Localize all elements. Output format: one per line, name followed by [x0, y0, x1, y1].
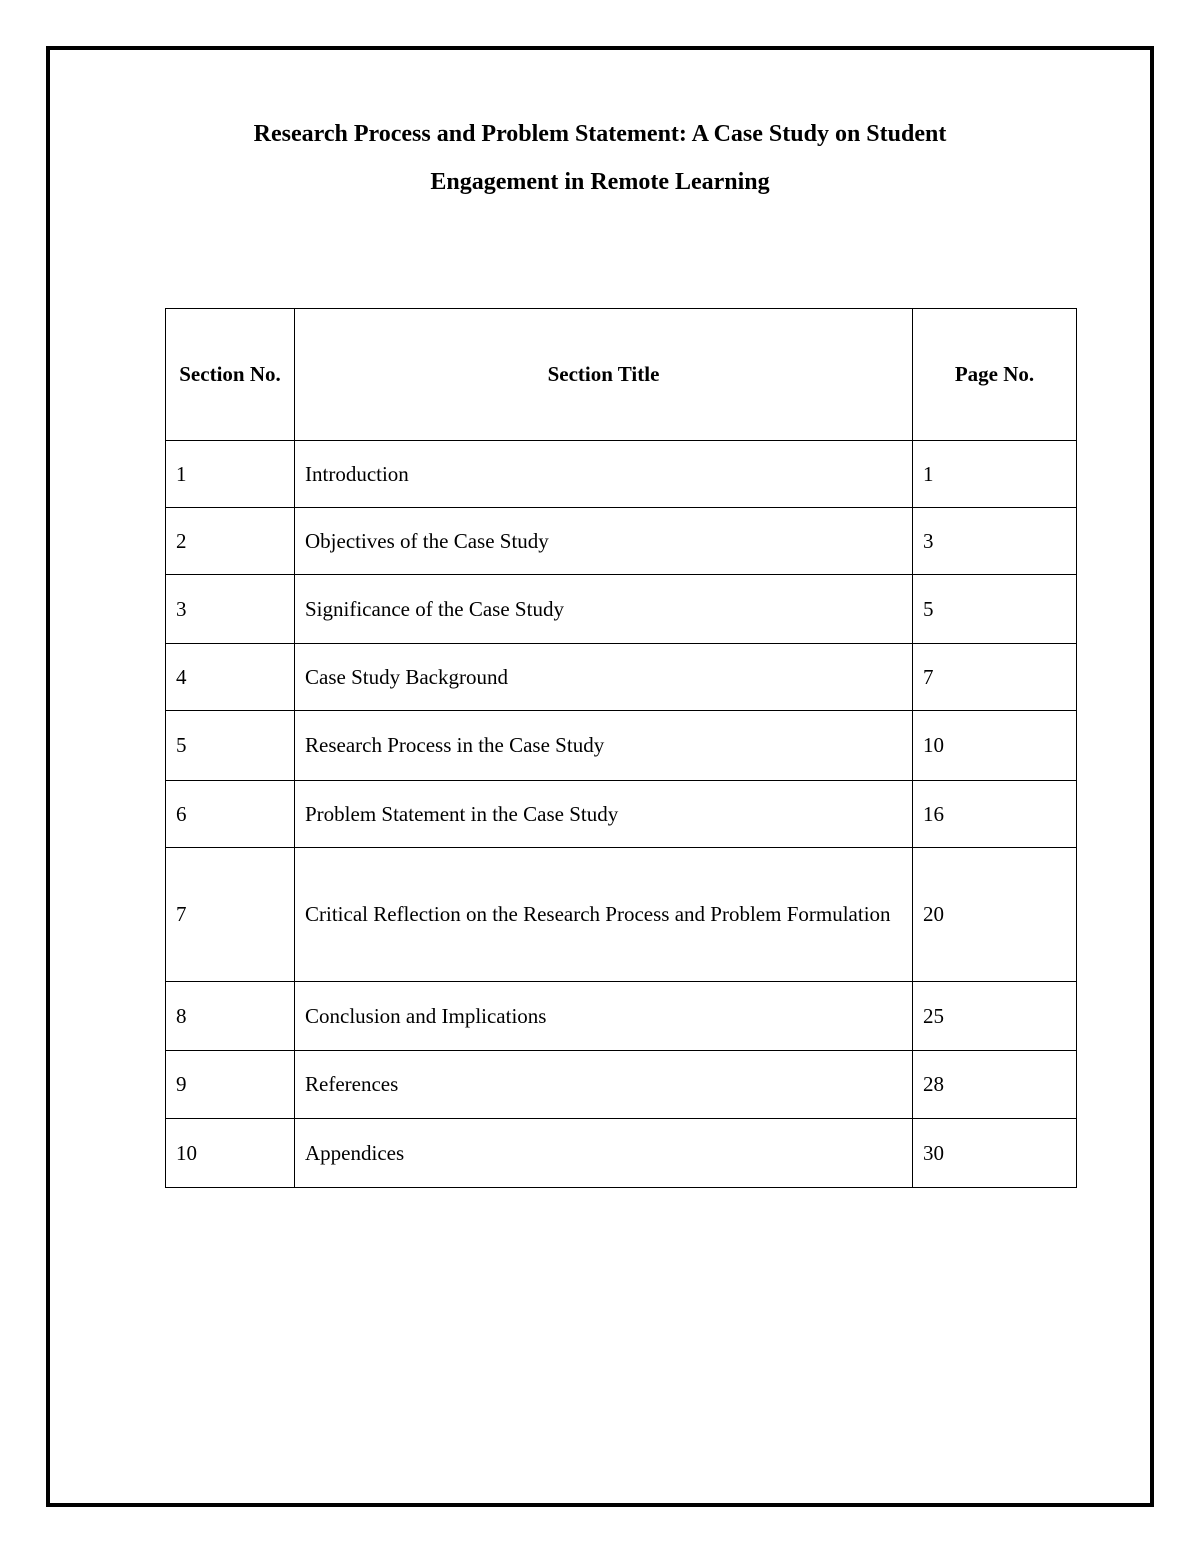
table-row — [166, 982, 1077, 1051]
section-number: 7 — [166, 848, 295, 982]
section-title: Problem Statement in the Case Study — [295, 781, 913, 848]
table-row — [166, 711, 1077, 781]
page-number: 10 — [913, 711, 1077, 781]
document-title-line-2: Engagement in Remote Learning — [430, 169, 770, 195]
page-number: 30 — [913, 1119, 1077, 1188]
section-number: 6 — [166, 781, 295, 848]
page-number: 3 — [913, 508, 1077, 575]
header-page-no: Page No. — [913, 309, 1077, 441]
table-row — [166, 1119, 1077, 1188]
section-title: Appendices — [295, 1119, 913, 1188]
table-row — [166, 441, 1077, 508]
table-row — [166, 1051, 1077, 1119]
table-row — [166, 575, 1077, 644]
section-number: 1 — [166, 441, 295, 508]
table-row — [166, 781, 1077, 848]
section-number: 10 — [166, 1119, 295, 1188]
page-number: 25 — [913, 982, 1077, 1051]
section-title: Objectives of the Case Study — [295, 508, 913, 575]
page-number: 1 — [913, 441, 1077, 508]
section-number: 8 — [166, 982, 295, 1051]
section-number: 5 — [166, 711, 295, 781]
header-section-title: Section Title — [295, 309, 913, 441]
page-number: 20 — [913, 848, 1077, 982]
page-number: 28 — [913, 1051, 1077, 1119]
table-of-contents — [165, 308, 1077, 1188]
section-title: References — [295, 1051, 913, 1119]
section-title: Case Study Background — [295, 644, 913, 711]
page-number: 16 — [913, 781, 1077, 848]
section-number: 3 — [166, 575, 295, 644]
section-title: Significance of the Case Study — [295, 575, 913, 644]
section-number: 2 — [166, 508, 295, 575]
page-number: 7 — [913, 644, 1077, 711]
table-row — [166, 848, 1077, 982]
section-number: 9 — [166, 1051, 295, 1119]
header-section-no: Section No. — [166, 309, 295, 441]
page-number: 5 — [913, 575, 1077, 644]
section-title: Conclusion and Implications — [295, 982, 913, 1051]
section-number: 4 — [166, 644, 295, 711]
document-title — [150, 110, 1050, 206]
table-header-row — [166, 309, 1077, 441]
section-title: Critical Reflection on the Research Process and Problem Formulation — [295, 848, 913, 982]
section-title: Research Process in the Case Study — [295, 711, 913, 781]
table-row — [166, 508, 1077, 575]
section-title: Introduction — [295, 441, 913, 508]
table-row — [166, 644, 1077, 711]
document-title-line-1: Research Process and Problem Statement: A Case Study on Student — [253, 121, 947, 147]
